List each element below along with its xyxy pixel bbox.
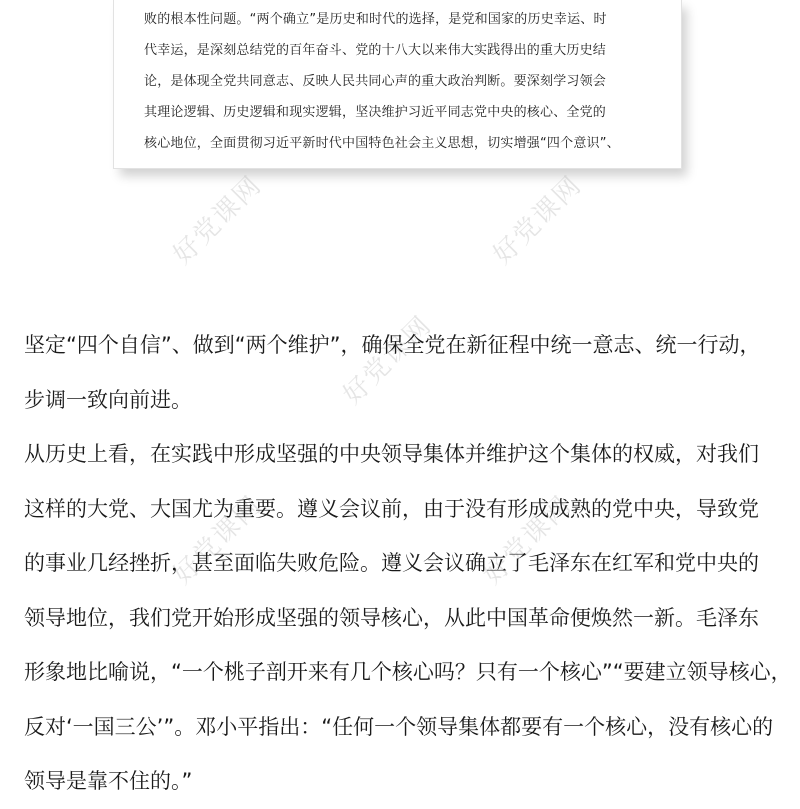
article-body — [24, 318, 792, 809]
body-line: 领导是靠不住的。” — [24, 769, 193, 793]
card-line: 论，是体现全党共同意志、反映人民共同心声的重大政治判断。要深刻学习领会 — [144, 74, 607, 89]
body-line: 坚定“四个自信”、做到“两个维护”，确保全党在新征程中统一意志、统一行动， — [24, 333, 761, 357]
body-line: 形象地比喻说，“一个桃子剖开来有几个核心吗？只有一个核心”“要建立领导核心， — [24, 660, 792, 684]
watermark: 好党课网 — [167, 490, 268, 591]
body-line: 反对‘一国三公’”。邓小平指出：“任何一个领导集体都要有一个核心，没有核心的 — [24, 714, 774, 739]
excerpt-card — [114, 0, 681, 168]
body-line: 领导地位，我们党开始形成坚强的领导核心，从此中国革命便焕然一新。毛泽东 — [24, 605, 759, 630]
watermark: 好党课网 — [477, 490, 578, 591]
body-line: 从历史上看，在实践中形成坚强的中央领导集体并维护这个集体的权威，对我们 — [24, 442, 759, 466]
body-line: 的事业几经挫折，甚至面临失败危险。遵义会议确立了毛泽东在红军和党中央的 — [24, 551, 759, 575]
watermark: 好党课网 — [337, 310, 438, 411]
card-line: 代幸运，是深刻总结党的百年奋斗、党的十八大以来伟大实践得出的重大历史结 — [144, 43, 607, 58]
body-line: 这样的大党、大国尤为重要。遵义会议前，由于没有形成成熟的党中央，导致党 — [24, 496, 759, 521]
watermark: 好党课网 — [487, 170, 588, 271]
watermark: 好党课网 — [167, 170, 268, 271]
card-line: 败的根本性问题。“两个确立”是历史和时代的选择，是党和国家的历史幸运、时 — [144, 12, 607, 27]
card-line: 其理论逻辑、历史逻辑和现实逻辑，坚决维护习近平同志党中央的核心、全党的 — [144, 105, 607, 120]
body-line: 步调一致向前进。 — [24, 387, 192, 412]
card-line: 核心地位，全面贯彻习近平新时代中国特色社会主义思想，切实增强“四个意识”、 — [144, 136, 620, 151]
